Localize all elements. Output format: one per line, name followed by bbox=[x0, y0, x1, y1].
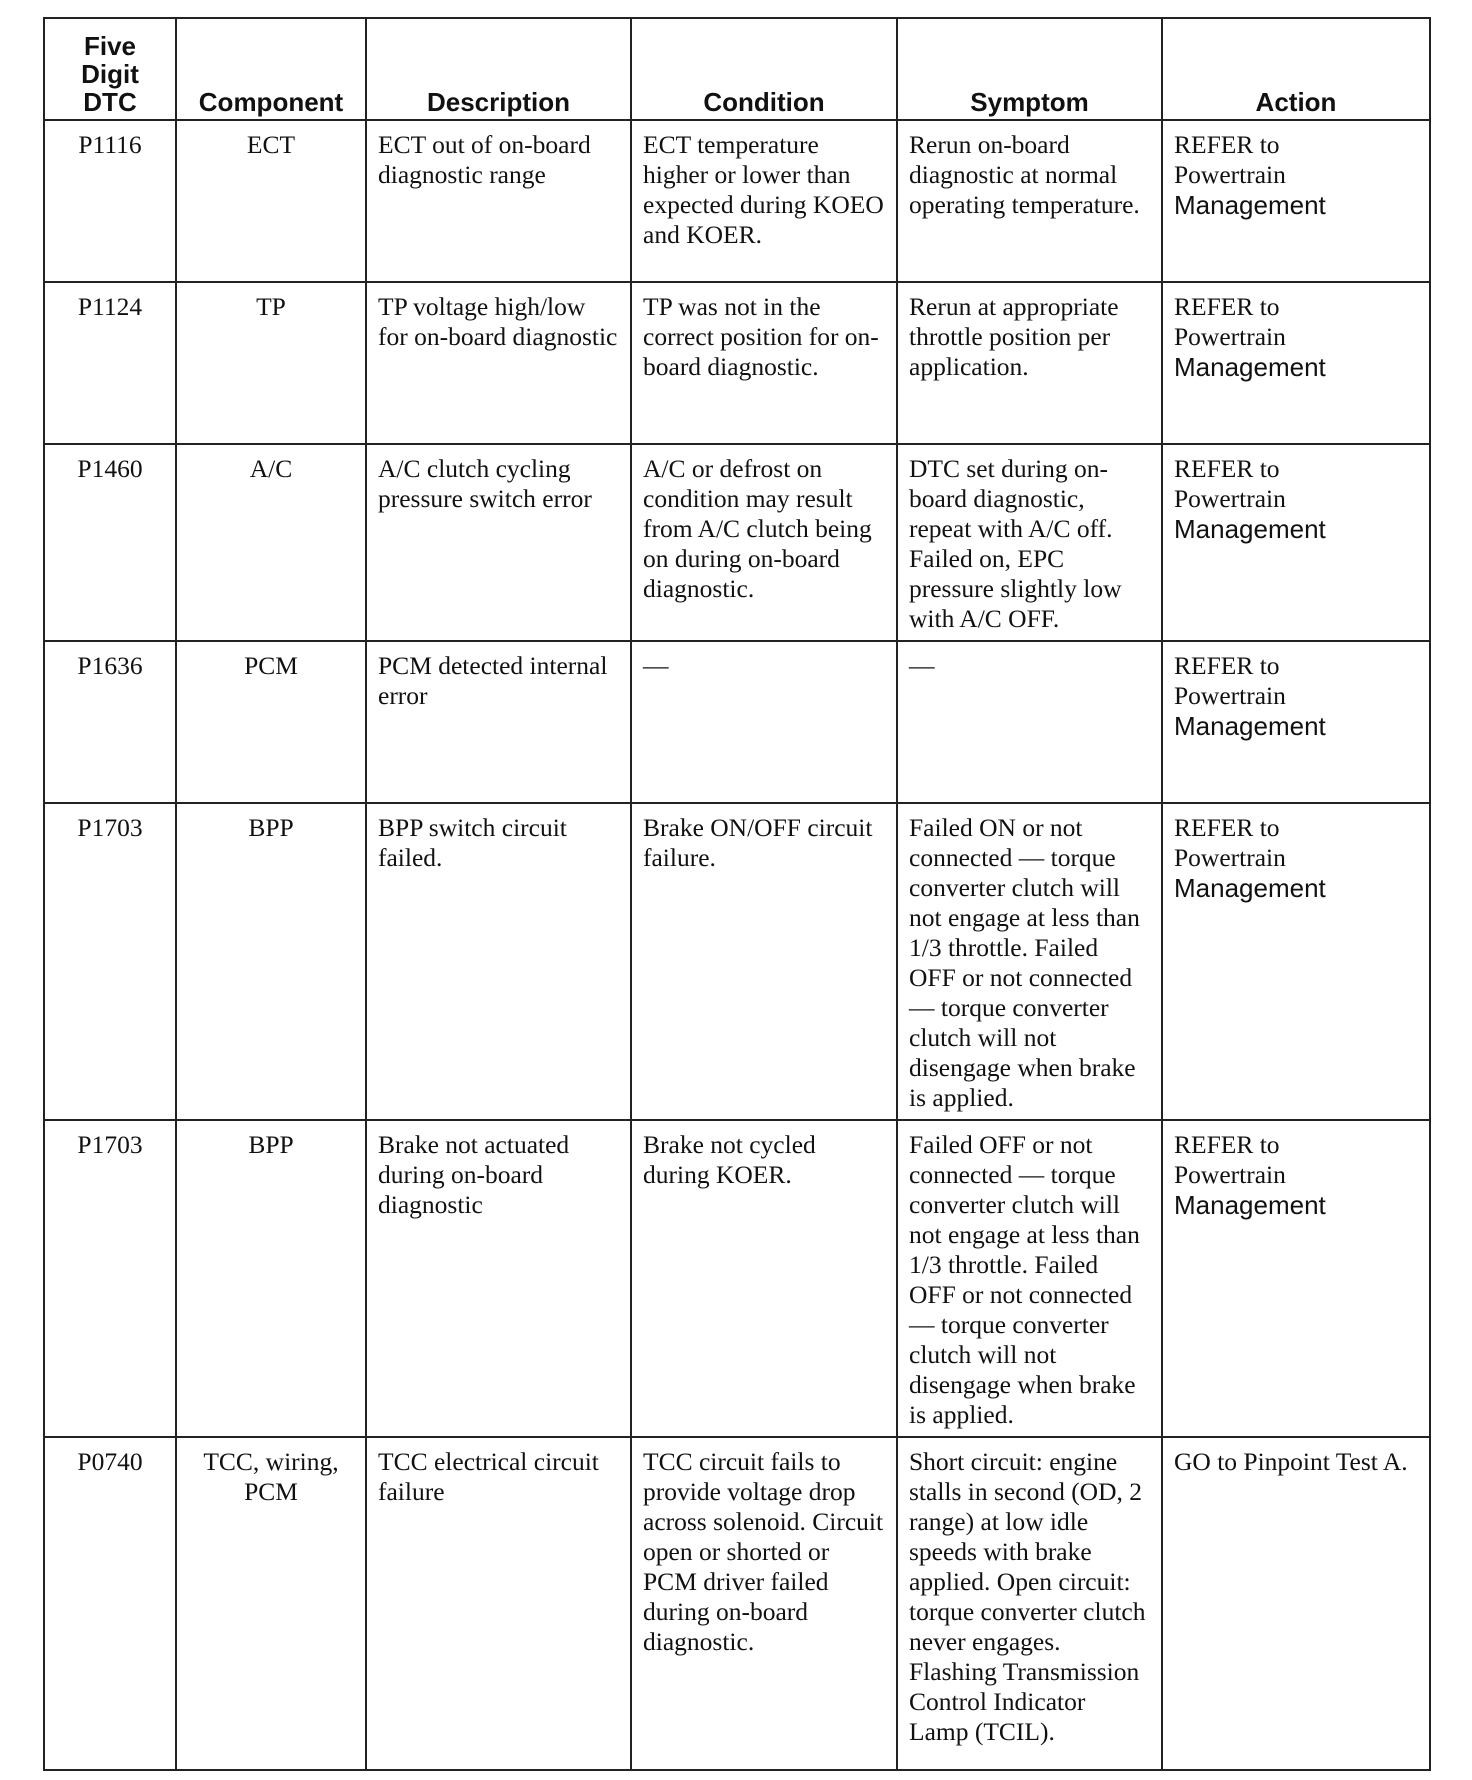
table-row bbox=[44, 641, 1430, 803]
action-cell: REFER to Powertrain Management bbox=[1162, 444, 1430, 641]
condition-cell: ECT temperature higher or lower than expected during KOEO and KOER. bbox=[631, 120, 897, 282]
dtc-cell: P1703 bbox=[44, 803, 176, 1120]
dtc-cell: P1460 bbox=[44, 444, 176, 641]
dtc-table bbox=[43, 17, 1431, 1771]
symptom-cell: — bbox=[897, 641, 1162, 803]
table-row bbox=[44, 1437, 1430, 1770]
description-cell: ECT out of on-board diagnostic range bbox=[366, 120, 631, 282]
dtc-cell: P1116 bbox=[44, 120, 176, 282]
condition-cell: Brake ON/OFF circuit failure. bbox=[631, 803, 897, 1120]
header-description: Description bbox=[366, 18, 631, 120]
symptom-cell: Rerun on-board diagnostic at normal operating temperature. bbox=[897, 120, 1162, 282]
component-cell: TCC, wiring, PCM bbox=[176, 1437, 366, 1770]
description-cell: PCM detected internal error bbox=[366, 641, 631, 803]
description-cell: A/C clutch cycling pressure switch error bbox=[366, 444, 631, 641]
condition-cell: Brake not cycled during KOER. bbox=[631, 1120, 897, 1437]
action-cell: REFER to Powertrain Management bbox=[1162, 120, 1430, 282]
condition-cell: TCC circuit fails to provide voltage drop across solenoid. Circuit open or shorted or PCM driver failed during on-board diagnostic. bbox=[631, 1437, 897, 1770]
header-condition: Condition bbox=[631, 18, 897, 120]
table-row bbox=[44, 1120, 1430, 1437]
action-cell: REFER to Powertrain Management bbox=[1162, 803, 1430, 1120]
header-dtc: Five Digit DTC bbox=[44, 18, 176, 120]
description-cell: BPP switch circuit failed. bbox=[366, 803, 631, 1120]
description-cell: TP voltage high/low for on-board diagnostic bbox=[366, 282, 631, 444]
component-cell: BPP bbox=[176, 1120, 366, 1437]
action-cell: GO to Pinpoint Test A. bbox=[1162, 1437, 1430, 1770]
component-cell: ECT bbox=[176, 120, 366, 282]
symptom-cell: Rerun at appropriate throttle position per application. bbox=[897, 282, 1162, 444]
table-row bbox=[44, 803, 1430, 1120]
table-row bbox=[44, 444, 1430, 641]
action-cell: REFER to Powertrain Management bbox=[1162, 641, 1430, 803]
condition-cell: — bbox=[631, 641, 897, 803]
table-row bbox=[44, 282, 1430, 444]
condition-cell: TP was not in the correct position for on-board diagnostic. bbox=[631, 282, 897, 444]
component-cell: TP bbox=[176, 282, 366, 444]
header-symptom: Symptom bbox=[897, 18, 1162, 120]
table-row bbox=[44, 120, 1430, 282]
header-action: Action bbox=[1162, 18, 1430, 120]
component-cell: PCM bbox=[176, 641, 366, 803]
action-cell: REFER to Powertrain Management bbox=[1162, 1120, 1430, 1437]
component-cell: BPP bbox=[176, 803, 366, 1120]
condition-cell: A/C or defrost on condition may result from A/C clutch being on during on-board diagnostic. bbox=[631, 444, 897, 641]
component-cell: A/C bbox=[176, 444, 366, 641]
dtc-cell: P1124 bbox=[44, 282, 176, 444]
action-cell: REFER to Powertrain Management bbox=[1162, 282, 1430, 444]
header-component: Component bbox=[176, 18, 366, 120]
dtc-cell: P1703 bbox=[44, 1120, 176, 1437]
symptom-cell: Failed ON or not connected — torque converter clutch will not engage at less than 1/3 throttle. Failed OFF or not connected — torque converter clutch will not disengage when brake is applied. bbox=[897, 803, 1162, 1120]
description-cell: Brake not actuated during on-board diagnostic bbox=[366, 1120, 631, 1437]
symptom-cell: Short circuit: engine stalls in second (OD, 2 range) at low idle speeds with brake applied. Open circuit: torque converter clutch never engages. Flashing Transmission Control Indicator Lamp (TCIL). bbox=[897, 1437, 1162, 1770]
header-row bbox=[44, 18, 1430, 120]
dtc-cell: P0740 bbox=[44, 1437, 176, 1770]
dtc-cell: P1636 bbox=[44, 641, 176, 803]
symptom-cell: Failed OFF or not connected — torque converter clutch will not engage at less than 1/3 throttle. Failed OFF or not connected — torque converter clutch will not disengage when brake is applied. bbox=[897, 1120, 1162, 1437]
symptom-cell: DTC set during on-board diagnostic, repeat with A/C off. Failed on, EPC pressure slightly low with A/C OFF. bbox=[897, 444, 1162, 641]
description-cell: TCC electrical circuit failure bbox=[366, 1437, 631, 1770]
